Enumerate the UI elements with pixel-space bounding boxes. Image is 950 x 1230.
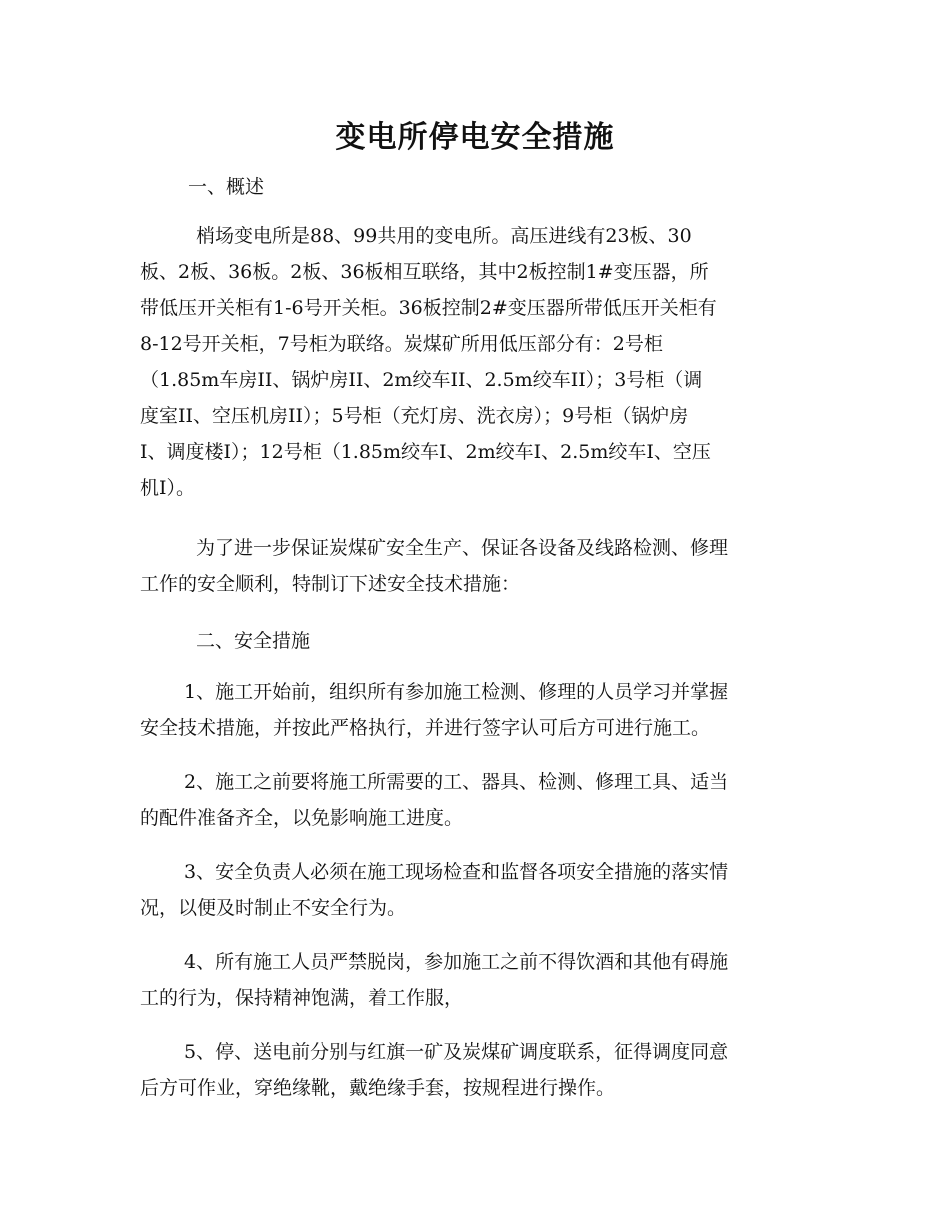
measure-item-5 bbox=[140, 1034, 810, 1106]
measure-item-3 bbox=[140, 854, 810, 926]
measure-line: 安全技术措施，并按此严格执行，并进行签字认可后方可进行施工。 bbox=[140, 717, 711, 739]
overview-line: 梢场变电所是88、99共用的变电所。高压进线有23板、30 bbox=[196, 225, 692, 247]
overview-line: I、调度楼I）；12号柜（1.85m绞车I、2m绞车I、2.5m绞车I、空压 bbox=[140, 441, 711, 463]
measure-item-1 bbox=[140, 674, 810, 746]
overview-line: 8-12号开关柜，7号柜为联络。炭煤矿所用低压部分有：2号柜 bbox=[140, 333, 663, 355]
measure-line: 况，以便及时制止不安全行为。 bbox=[140, 897, 407, 919]
measure-line: 5、停、送电前分别与红旗一矿及炭煤矿调度联系，征得调度同意 bbox=[184, 1041, 729, 1063]
measure-line: 2、施工之前要将施工所需要的工、器具、检测、修理工具、适当 bbox=[184, 771, 729, 793]
section-heading-overview: 一、概述 bbox=[188, 176, 265, 198]
purpose-paragraph bbox=[140, 530, 810, 602]
document-title: 变电所停电安全措施 bbox=[335, 120, 615, 155]
purpose-line: 工作的安全顺利，特制订下述安全技术措施： bbox=[140, 573, 521, 595]
measure-line: 3、安全负责人必须在施工现场检查和监督各项安全措施的落实情 bbox=[184, 861, 729, 883]
overview-line: 度室II、空压机房II）；5号柜（充灯房、洗衣房）；9号柜（锅炉房 bbox=[140, 405, 689, 427]
overview-line: （1.85m车房II、锅炉房II、2m绞车II、2.5m绞车II）；3号柜（调 bbox=[140, 369, 703, 391]
measure-line: 4、所有施工人员严禁脱岗，参加施工之前不得饮酒和其他有碍施 bbox=[184, 951, 729, 973]
measure-item-2 bbox=[140, 764, 810, 836]
measure-line: 的配件准备齐全，以免影响施工进度。 bbox=[140, 807, 464, 829]
measure-line: 后方可作业，穿绝缘靴，戴绝缘手套，按规程进行操作。 bbox=[140, 1077, 616, 1099]
overview-line: 带低压开关柜有1-6号开关柜。36板控制2#变压器所带低压开关柜有 bbox=[140, 297, 717, 319]
purpose-line: 为了进一步保证炭煤矿安全生产、保证各设备及线路检测、修理 bbox=[196, 537, 729, 559]
measure-line: 1、施工开始前，组织所有参加施工检测、修理的人员学习并掌握 bbox=[184, 681, 729, 703]
measure-line: 工的行为，保持精神饱满，着工作服， bbox=[140, 987, 464, 1009]
overview-line: 板、2板、36板。2板、36板相互联络，其中2板控制1#变压器，所 bbox=[140, 261, 709, 283]
overview-paragraph bbox=[140, 218, 810, 506]
overview-line: 机I）。 bbox=[140, 477, 196, 499]
section-heading-measures: 二、安全措施 bbox=[196, 630, 311, 652]
measure-item-4 bbox=[140, 944, 810, 1016]
